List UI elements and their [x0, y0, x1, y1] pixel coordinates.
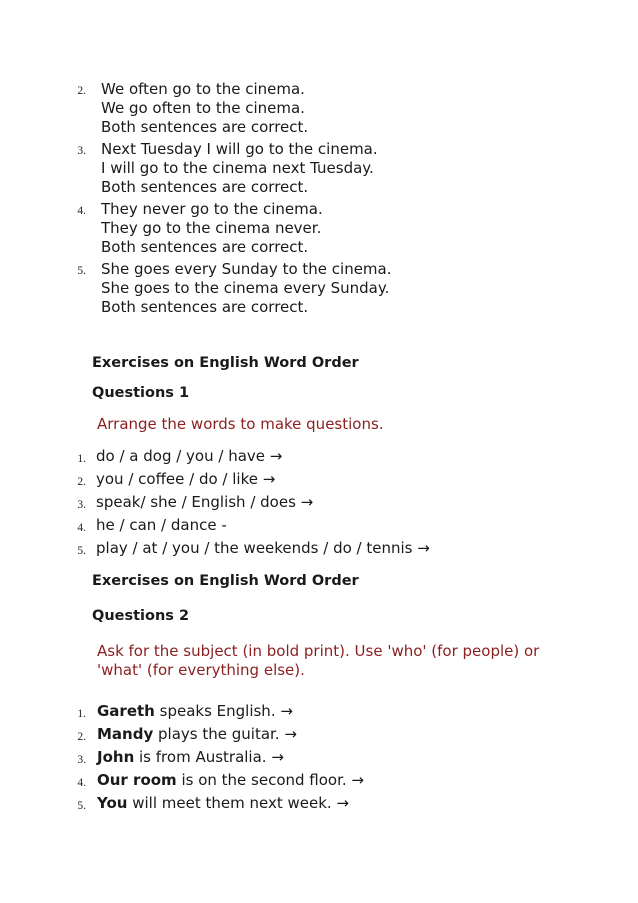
subject-question-item [97, 794, 349, 812]
sentence-line: They never go to the cinema. [101, 200, 323, 218]
item-number: 2. [77, 476, 86, 488]
item-rest: is from Australia. → [134, 748, 284, 766]
sentence-line: She goes to the cinema every Sunday. [101, 279, 390, 297]
subject-question-item [97, 771, 364, 789]
section-title: Exercises on English Word Order [92, 573, 359, 589]
item-rest: is on the second floor. → [176, 771, 365, 789]
subject-question-item [97, 725, 297, 743]
sentence-line: Next Tuesday I will go to the cinema. [101, 140, 378, 158]
item-number: 4. [77, 205, 86, 217]
item-number: 1. [77, 708, 86, 720]
item-number: 3. [77, 754, 86, 766]
item-number: 5. [77, 265, 86, 277]
bold-subject: You [97, 794, 128, 812]
item-number: 3. [77, 145, 86, 157]
item-number: 2. [77, 85, 86, 97]
sentence-line: Both sentences are correct. [101, 178, 309, 196]
bold-subject: Mandy [97, 725, 154, 743]
item-number: 4. [77, 522, 86, 534]
bold-subject: John [97, 748, 135, 766]
item-number: 4. [77, 777, 86, 789]
sentence-line: Both sentences are correct. [101, 298, 309, 316]
item-number: 3. [77, 499, 86, 511]
instruction-text: 'what' (for everything else). [97, 661, 305, 679]
sentence-line: Both sentences are correct. [101, 118, 309, 136]
item-number: 5. [77, 800, 86, 812]
sentence-line: They go to the cinema never. [101, 219, 322, 237]
instruction-text: Ask for the subject (in bold print). Use 'who' (for people) or [97, 642, 540, 660]
question-item: you / coffee / do / like → [96, 470, 276, 488]
sentence-line: We often go to the cinema. [101, 80, 305, 98]
section-subtitle: Questions 1 [92, 385, 190, 401]
subject-question-item [97, 702, 293, 720]
item-number: 2. [77, 731, 86, 743]
sentence-line: I will go to the cinema next Tuesday. [101, 159, 374, 177]
question-item: play / at / you / the weekends / do / tennis → [96, 539, 430, 557]
question-item: speak/ she / English / does → [96, 493, 314, 511]
question-item: he / can / dance - [96, 516, 227, 534]
section-title: Exercises on English Word Order [92, 355, 359, 371]
item-number: 5. [77, 545, 86, 557]
bold-subject: Gareth [97, 702, 155, 720]
item-rest: speaks English. → [154, 702, 293, 720]
item-rest: plays the guitar. → [153, 725, 297, 743]
question-item: do / a dog / you / have → [96, 447, 283, 465]
item-number: 1. [77, 453, 86, 465]
sentence-line: She goes every Sunday to the cinema. [101, 260, 392, 278]
bold-subject: Our room [97, 771, 177, 789]
sentence-line: Both sentences are correct. [101, 238, 309, 256]
item-rest: will meet them next week. → [127, 794, 350, 812]
subject-question-item [97, 748, 284, 766]
section-subtitle: Questions 2 [92, 608, 190, 624]
sentence-line: We go often to the cinema. [101, 99, 305, 117]
instruction-text: Arrange the words to make questions. [97, 415, 384, 433]
